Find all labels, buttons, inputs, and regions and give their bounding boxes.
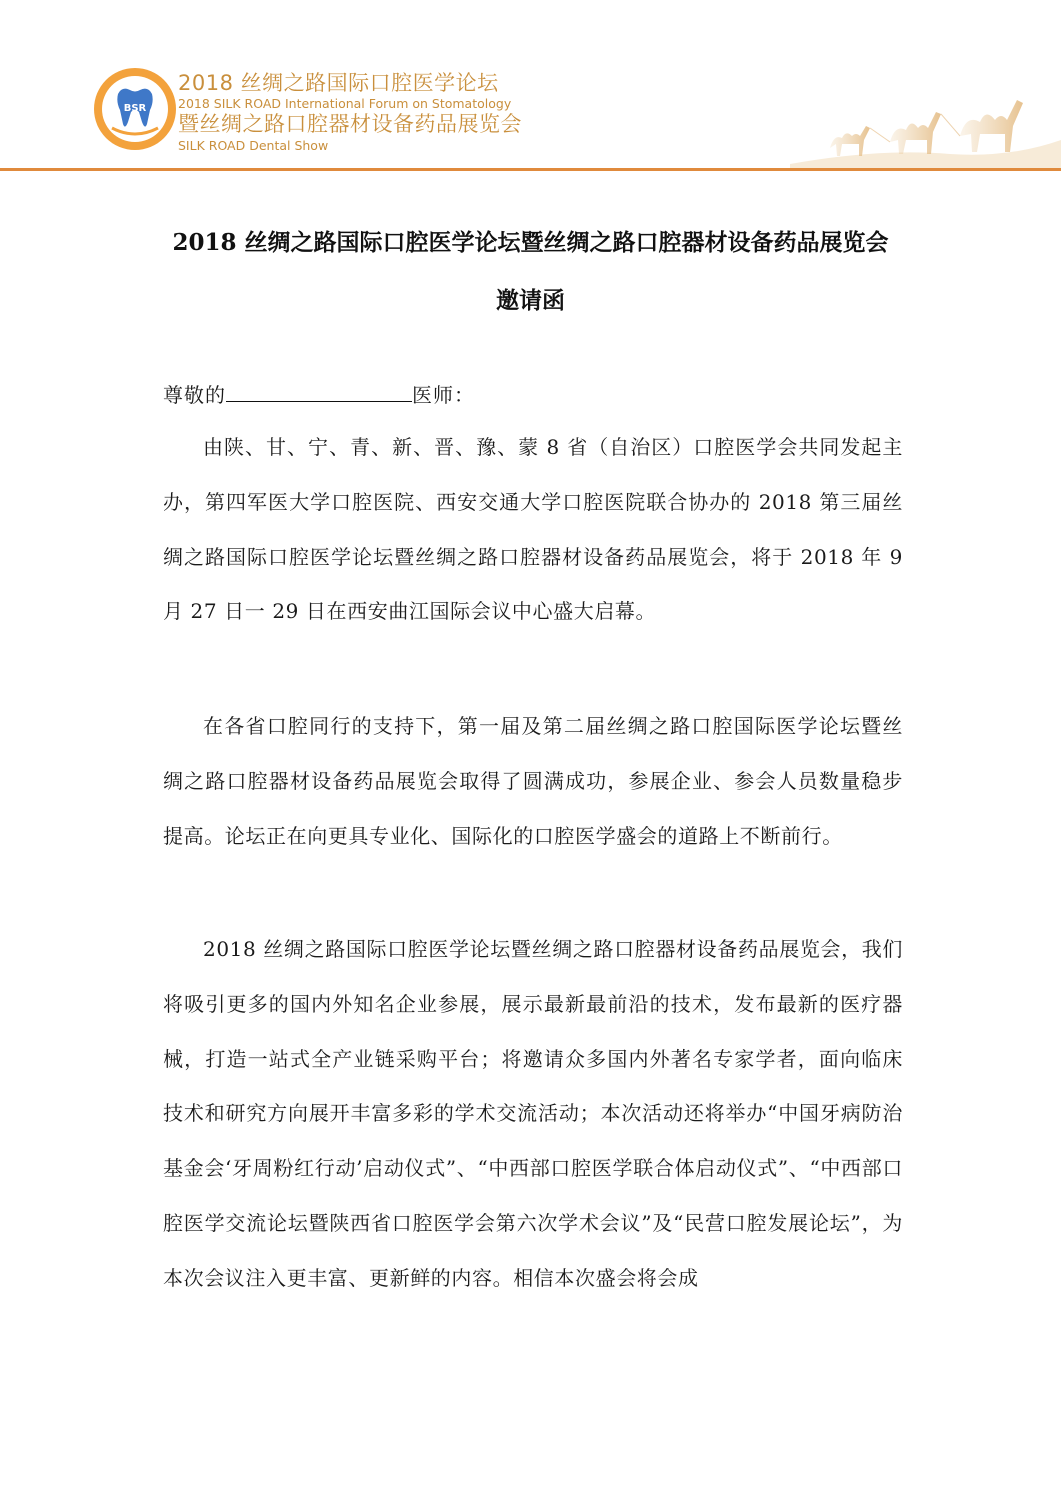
forum-logo-icon bbox=[92, 66, 178, 152]
body-paragraph-1: 由陕、甘、宁、青、新、晋、豫、蒙 8 省（自治区）口腔医学会共同发起主办，第四军医大学口腔医院、西安交通大学口腔医院联合协办的 2018 第三届丝绸之路国际口腔医学论坛暨丝绸之路口腔器材设备药品展览会，将于 2018 年 9 月 27 日一 29 日在西安曲江国际会议中心盛大启幕。 bbox=[163, 435, 903, 624]
show-title-cn: 暨丝绸之路口腔器材设备药品展览会 bbox=[178, 112, 522, 136]
document-subtitle: 邀请函 bbox=[496, 287, 565, 314]
recipient-name-blank bbox=[226, 381, 412, 402]
body-paragraph-3: 2018 丝绸之路国际口腔医学论坛暨丝绸之路口腔器材设备药品展览会，我们将吸引更多的国内外知名企业参展，展示最新最前沿的技术，发布最新的医疗器械，打造一站式全产业链采购平台；将邀请众多国内外著名专家学者，面向临床技术和研究方向展开丰富多彩的学术交流活动；本次活动还将举办“中国牙病防治基金会‘牙周粉红行动’启动仪式”、“中西部口腔医学联合体启动仪式”、“中西部口腔医学交流论坛暨陕西省口腔医学会第六次学术会议”及“民营口腔发展论坛”，为本次会议注入更丰富、更新鲜的内容。相信本次盛会将会成 bbox=[163, 937, 903, 1290]
forum-title-cn: 2018 丝绸之路国际口腔医学论坛 bbox=[178, 71, 499, 95]
body-paragraph-2: 在各省口腔同行的支持下，第一届及第二届丝绸之路口腔国际医学论坛暨丝绸之路口腔器材设备药品展览会取得了圆满成功，参展企业、参会人员数量稳步提高。论坛正在向更具专业化、国际化的口腔医学盛会的道路上不断前行。 bbox=[163, 714, 903, 848]
show-title-en: SILK ROAD Dental Show bbox=[178, 138, 329, 153]
svg-text:BSR: BSR bbox=[123, 103, 147, 114]
camel-caravan-icon bbox=[790, 78, 1061, 168]
letterhead-text bbox=[178, 70, 522, 153]
salutation-prefix: 尊敬的 bbox=[163, 383, 226, 407]
letterhead bbox=[0, 0, 1061, 172]
salutation-suffix: 医师： bbox=[412, 383, 475, 407]
salutation bbox=[163, 380, 475, 410]
document-title: 2018 丝绸之路国际口腔医学论坛暨丝绸之路口腔器材设备药品展览会 bbox=[172, 229, 889, 256]
forum-title-en: 2018 SILK ROAD International Forum on Stomatology bbox=[178, 96, 512, 111]
header-divider bbox=[0, 168, 1061, 171]
